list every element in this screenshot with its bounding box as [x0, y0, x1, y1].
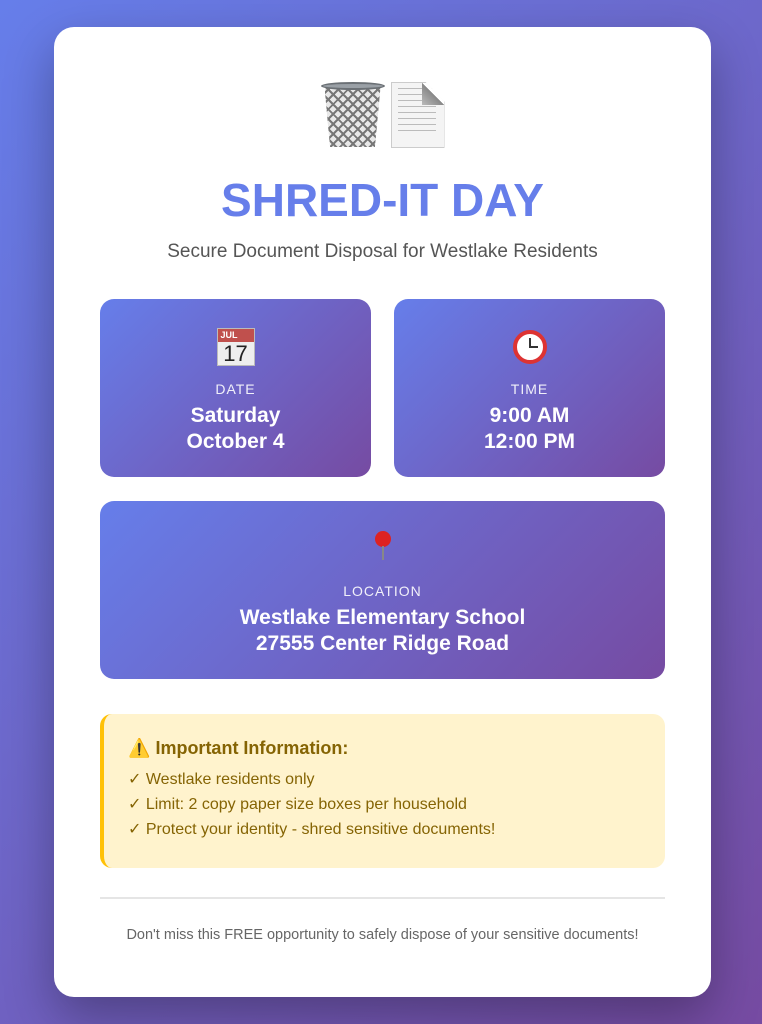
pushpin-icon [375, 531, 391, 547]
date-value: October 4 [186, 430, 285, 453]
page-title: SHRED-IT DAY [221, 174, 544, 226]
location-box [100, 501, 665, 679]
location-name: Westlake Elementary School [239, 606, 526, 629]
subtitle: Secure Document Disposal for Westlake Residents [167, 241, 598, 262]
time-box [394, 299, 665, 477]
time-label: TIME [510, 381, 549, 397]
calendar-icon [217, 328, 255, 366]
info-title: Important Information: [155, 738, 349, 758]
calendar-day: 17 [223, 341, 248, 367]
date-box [100, 299, 371, 477]
flyer-card [54, 27, 711, 997]
document-icon [391, 82, 445, 148]
wastebasket-icon [321, 82, 385, 148]
info-item: ✓ Protect your identity - shred sensitive documents! [128, 821, 496, 838]
footer-text: Don't miss this FREE opportunity to safely dispose of your sensitive documents! [126, 927, 639, 943]
header-icons [100, 79, 665, 151]
divider [100, 897, 665, 899]
alarm-clock-icon [513, 330, 547, 364]
calendar-month: JUL [218, 329, 254, 342]
time-end: 12:00 PM [483, 430, 576, 453]
date-label: DATE [215, 381, 256, 397]
location-address: 27555 Center Ridge Road [255, 632, 510, 655]
warning-icon: ⚠️ [128, 738, 151, 758]
info-item: ✓ Limit: 2 copy paper size boxes per household [128, 796, 467, 813]
location-label: LOCATION [343, 583, 422, 599]
time-start: 9:00 AM [489, 404, 570, 427]
date-day: Saturday [190, 404, 281, 427]
info-item: ✓ Westlake residents only [128, 771, 315, 788]
important-info-box [100, 714, 665, 868]
